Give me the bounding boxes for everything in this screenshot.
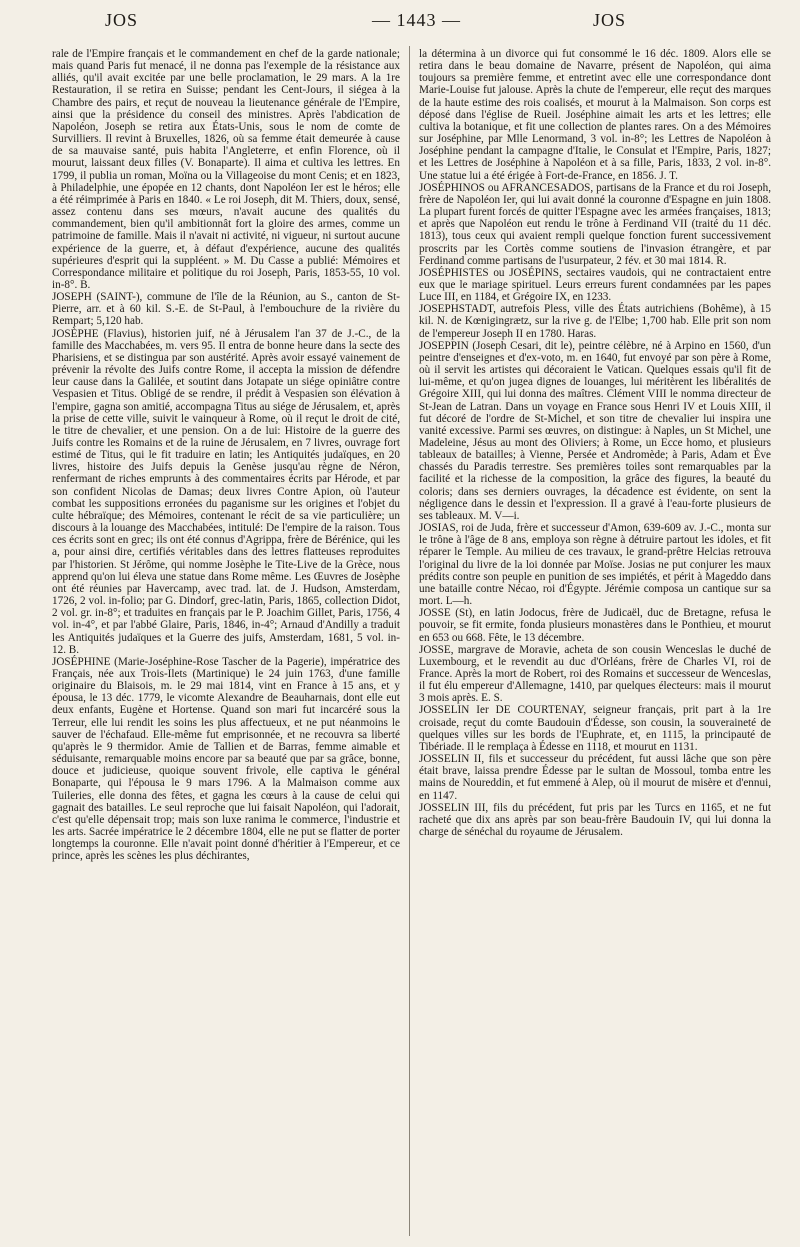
entry-josephine-continued: la détermina à un divorce qui fut consommé le 16 déc. 1809. Alors elle se retira dans le beau domaine de Navarre, présent de Napoléon, qui aima toujours sa première femme, et entretint avec elle une correspondance dont Marie-Louise fut jalouse. Après la chute de l'empereur, elle reçut des marques de la haute estime des rois coalisés, et mourut à la Malmaison. Son corps est déposé dans l'église de Rueil. Joséphine aimait les arts et les lettres; elle cultiva la botanique, et fit une collection de plantes rares. On a des Mémoires sur Joséphine, par Mlle Lenormand, 3 vol. in-8°; les Lettres de Napoléon à Joséphine pendant la campagne d'Italie, le Consulat et l'Empire, Paris, 1827; et les Lettres de Joséphine à Napoléon et à sa fille, Paris, 1833, 2 vol. in-8°. Une statue lui a été érigée à Fort-de-France, en 1856. J. T. (419, 48, 771, 182)
left-column (52, 48, 400, 862)
entry-josselin-3: JOSSELIN III, fils du précédent, fut pris par les Turcs en 1165, et ne fut racheté que dix ans après par son beau-frère Baudouin IV, qui lui donna la charge de sénéchal du royaume de Jérusalem. (419, 801, 771, 838)
header-right-guide-word: JOS (593, 10, 627, 30)
entry-josselin-2: JOSSELIN II, fils et successeur du précédent, fut aussi lâche que son père était brave, laissa prendre Édesse par le sultan de Mossoul, tomba entre les mains de Noureddin, et fut emmené à Alep, où il mourut de misère et d'ennui, en 1147. (419, 753, 771, 802)
entry-josephistes: JOSÉPHISTES ou JOSÉPINS, sectaires vaudois, qui ne contractaient entre eux que le mariage spirituel. Leurs erreurs furent condamnées par les papes Luce III, en 1184, et Grégoire IX, en 1233. (419, 266, 771, 304)
entry-josse-margrave: JOSSE, margrave de Moravie, acheta de son cousin Wenceslas le duché de Luxembourg, et le revendit au duc d'Orléans, frère de Charles VI, roi de France. Après la mort de Robert, roi des Romains et successeur de Wenceslas, il fut élu empereur d'Allemagne, 1410, par quelques électeurs: mais il mourut 3 mois après. E. S. (419, 643, 771, 705)
header-left-guide-word: JOS (105, 10, 139, 30)
entry-joseppin: JOSEPPIN (Joseph Cesari, dit le), peintre célèbre, né à Arpino en 1560, d'un peintre d'enseignes et d'ex-voto, m. en 1640, fut envoyé par son père à Rome, où il servit les artistes qui décoraient le Vatican. Quelques essais qu'il fit de lui-même, et qu'on jugea dignes de louanges, lui méritèrent les libéralités de Grégoire XIII, qui lui donna des maîtres. Clément VIII le nomma directeur de St-Jean de Latran. Dans un voyage en France sous Henri IV et Louis XIII, il fut décoré de l'ordre de St-Michel, et son titre de chevalier lui inspira une vanité excessive. Parmi ses œuvres, on distingue: à Naples, un St Michel, une Madeleine, Jésus au mont des Oliviers; à Rome, un Ecce homo, et plusieurs tableaux de batailles; à Vienne, Persée et Andromède; à Paris, Adam et Ève chassés du Paradis terrestre. Ses premières toiles sont remarquables par la facilité et la richesse de la composition, la grâce des figures, la beauté du coloris; dans ses derniers ouvrages, la décadence est évidente, on sent la négligence dans le dessin et l'expression. Il a gravé à l'eau-forte plusieurs de ses tableaux. M. V—i. (419, 339, 771, 522)
entry-josias: JOSIAS, roi de Juda, frère et successeur d'Amon, 639-609 av. J.-C., monta sur le trône à l'âge de 8 ans, employa son règne à détruire partout les idoles, et fit réparer le Temple. Au milieu de ces travaux, le grand-prêtre Helcias retrouva l'original du livre de la loi donnée par Moïse. Josias ne put conjurer les maux prédits contre son peuple en punition de ses impiétés, et périt à Mageddo dans une bataille contre Nécao, roi d'Égypte. Jérémie composa un cantique sur sa mort. L—h. (419, 522, 771, 608)
entry-josephe: JOSÈPHE (Flavius), historien juif, né à Jérusalem l'an 37 de J.-C., de la famille des Macchabées, m. vers 95. Il entra de bonne heure dans la secte des Pharisiens, et se distingua par son austérité. Après avoir essayé vainement de prévenir la révolte des Juifs contre Rome, il accepta la mission de défendre leur cause dans la Galilée, et soutint dans Jotapate un siége opiniâtre contre Vespasien et Titus. Obligé de se rendre, il prédit à Vespasien son élévation à l'empire, gagna son amitié, accompagna Titus au siége de Jérusalem, et, après la prise de cette ville, suivit le vainqueur à Rome, où il reçut le droit de cité, le titre de chevalier, et une pension. On a de lui: Histoire de la guerre des Juifs contre les Romains et de la ruine de Jérusalem, en 7 livres, ouvrage fort estimé de Titus, qui le fit traduire en latin; les Antiquités judaïques, en 20 livres, histoire des Juifs depuis la Genèse jusqu'au règne de Néron, renfermant de riches emprunts à des commentaires écrits par Hérode, et par son confident Nicolas de Damas; deux livres Contre Apion, où l'auteur combat les suppositions erronées du paganisme sur les origines et l'objet du culte hébraïque; des Mémoires, contenant le récit de sa vie particulière; un discours à la louange des Macchabées, intitulé: De l'empire de la raison. Tous ces écrits sont en grec; ils ont été connus d'Agrippa, frère de Bérénice, qui les a, pour ainsi dire, certifiés véritables dans des lettres flatteuses reproduites par l'historien. St Jérôme, qui nomme Josèphe le Tite-Live de la Grèce, nous apprend qu'on lui éleva une statue dans Rome même. Les Œuvres de Josèphe ont été réunies par Havercamp, avec trad. lat. de J. Hudson, Amsterdam, 1726, 2 vol. in-folio; par G. Dindorf, grec-latin, Paris, 1865, collection Didot, 2 vol. gr. in-8°; et traduites en français par le P. Joachim Gillet, Paris, 1756, 4 vol. in-4°, et par l'abbé Glaire, Paris, 1846, in-4°; Arnaud d'Andilly a traduit les Antiquités judaïques et la Guerre des juifs, Amsterdam, 1681, 5 vol. in-12. B. (52, 327, 400, 656)
page-number: — 1443 — (372, 10, 461, 30)
entry-josse-saint: JOSSE (St), en latin Jodocus, frère de Judicaël, duc de Bretagne, refusa le pouvoir, se fit ermite, fonda plusieurs monastères dans le Ponthieu, et mourut en 653 ou 668. Fête, le 13 décembre. (419, 607, 771, 644)
right-column (419, 48, 771, 838)
running-header (0, 10, 800, 34)
column-divider (409, 46, 410, 1236)
entry-joseph-saint: JOSEPH (SAINT-), commune de l'île de la Réunion, au S., canton de St-Pierre, arr. et à 60 kil. S.-E. de St-Paul, à l'embouchure de la rivière du Rempart; 5,120 hab. (52, 291, 400, 328)
entry-josephstadt: JOSEPHSTADT, autrefois Pless, ville des États autrichiens (Bohême), à 15 kil. N. de Kœnigingrætz, sur la rive g. de l'Elbe; 1,700 hab. Elle prit son nom de l'empereur Joseph II en 1780. Haras. (419, 303, 771, 340)
entry-josephinos: JOSÉPHINOS ou AFRANCESADOS, partisans de la France et du roi Joseph, frère de Napoléon Ier, qui lui avait donné la couronne d'Espagne en juin 1808. La plupart furent forcés de quitter l'Espagne avec les armées françaises, 1813; et après que Napoléon eut rendu le trône à Ferdinand VII (traité du 11 déc. 1813), tous ceux qui avaient rempli quelque fonction furent successivement proscrits par les Cortès comme soutiens de l'invasion étrangère, et par Ferdinand comme partisans de l'usurpateur, 2 fév. et 30 mai 1814. R. (419, 181, 771, 267)
entry-joseph-continued: rale de l'Empire français et le commandement en chef de la garde nationale; mais quand Paris fut menacé, il ne donna pas l'exemple de la résistance aux alliés, qu'il avait excitée par une belle proclamation, le 29 mars. A la 1re Restauration, il se retira en Suisse; pendant les Cent-Jours, il siégea à la Chambre des pairs, et reçut de nouveau la lieutenance générale de l'Empire, ainsi que la présidence du conseil des ministres. Après l'abdication de Napoléon, Joseph se retira aux États-Unis, sous le nom de comte de Survilliers. Il revint à Bruxelles, 1826, où sa femme était demeurée à cause de sa mauvaise santé, puis habita l'Angleterre, et enfin Florence, où il mourut, laissant deux filles (V. Bonaparte). Il aima et cultiva les lettres. En 1799, il publia un roman, Moïna ou la Villageoise du mont Cenis; et en 1823, à Philadelphie, une épopée en 12 chants, dont Napoléon Ier est le héros; elle a été réimprimée à Paris en 1840. « Le roi Joseph, dit M. Thiers, doux, sensé, assez contenu dans ses mœurs, n'avait aucune des qualités du commandement, bien qu'il ambitionnât fort la gloire des armes, comme un patrimoine de famille. Mais il n'avait ni activité, ni vigueur, ni surtout aucune expérience de la guerre, et, à défaut d'expérience, aucune des qualités supérieures d'esprit qui la suppléent. » M. Du Casse a publié: Mémoires et Correspondance militaire et politique du roi Joseph, Paris, 1853-55, 10 vol. in-8°. B. (52, 48, 400, 291)
entry-josselin-1: JOSSELIN Ier DE COURTENAY, seigneur français, prit part à la 1re croisade, reçut du comte Baudouin d'Édesse, son cousin, la souveraineté de quelques villes sur les bords de l'Euphrate, et, en 1115, la principauté de Tibériade. Il le remplaça à Édesse en 1118, et mourut en 1131. (419, 704, 771, 753)
entry-josephine: JOSÉPHINE (Marie-Joséphine-Rose Tascher de la Pagerie), impératrice des Français, née aux Trois-Ilets (Martinique) le 24 juin 1763, d'une famille originaire du Blaisois, m. le 29 mai 1814, vint en France à 15 ans, et y épousa, le 13 déc. 1779, le vicomte Alexandre de Beauharnais, dont elle eut deux enfants, Eugène et Hortense. Quand son mari fut incarcéré sous la Terreur, elle lui rendit les soins les plus affectueux, et ne put néanmoins le sauver de l'échafaud. Elle-même fut emprisonnée, et ne recouvra sa liberté qu'après le 9 thermidor. Amie de Tallien et de Barras, femme aimable et séduisante, remarquable moins encore par sa beauté que par sa grâce, bonne, douce et judicieuse, quoique souvent frivole, elle captiva le général Bonaparte, qui l'épousa le 9 mars 1796. A la Malmaison comme aux Tuileries, elle donna des fêtes, et gagna les cœurs à la cause de celui qui gagnait des batailles. Le seul reproche que lui faisait Napoléon, qui l'adorait, c'est qu'elle dépensait trop; mais son luxe ranima le commerce, l'industrie et les arts. Sacrée impératrice le 2 décembre 1804, elle ne put se flatter de porter longtemps la couronne. Elle n'avait point donné d'héritier à l'Empereur, et ce prince, après les scènes les plus déchirantes, (52, 655, 400, 863)
